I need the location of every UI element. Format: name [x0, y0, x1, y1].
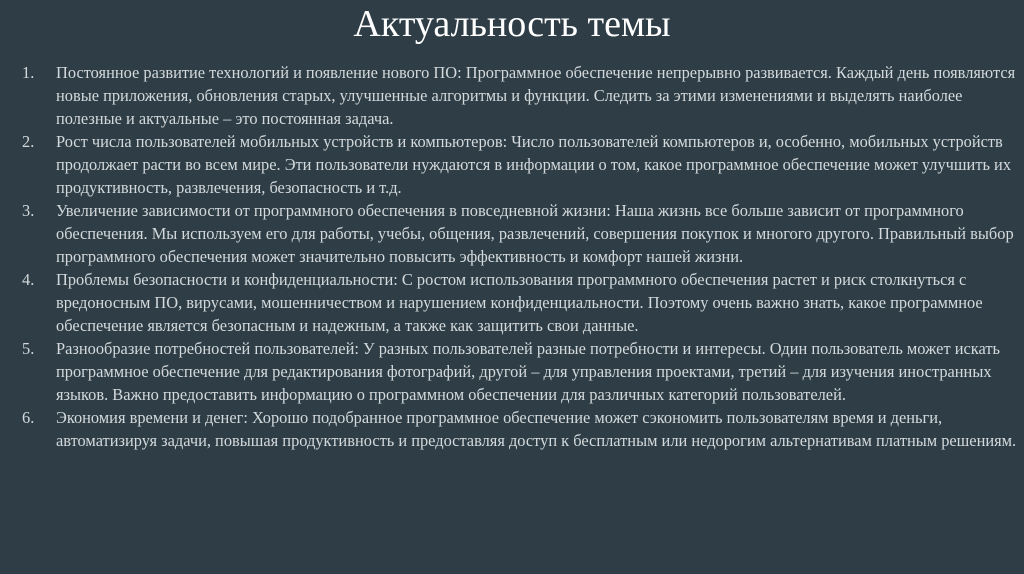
list-item: [22, 406, 1018, 452]
list-item-text: Рост числа пользователей мобильных устройств и компьютеров: Число пользователей компьютеров и, особенно, мобильных устройств продолжает расти во всем мире. Эти пользователи нуждаются в информации о том, какое программное обеспечение может улучшить их продуктивность, развлечения, безопасность и т.д.: [56, 132, 1012, 197]
list-item-text: Увеличение зависимости от программного обеспечения в повседневной жизни: Наша жизнь все больше зависит от программного обеспечения. Мы используем его для работы, учебы, общения, развлечений, совершения покупок и многого другого. Правильный выбор программного обеспечения может значительно повысить эффективность и комфорт нашей жизни.: [56, 201, 1014, 266]
list-item-number: 5.: [22, 339, 35, 358]
topic-list: [22, 61, 1018, 452]
list-item: [22, 199, 1018, 268]
list-item-number: 4.: [22, 270, 35, 289]
slide-title: Актуальность темы: [353, 3, 671, 45]
list-item-number: 1.: [22, 63, 35, 82]
list-item-text: Проблемы безопасности и конфиденциальности: С ростом использования программного обеспечения растет и риск столкнуться с вредоносным ПО, вирусами, мошенничеством и нарушением конфиденциальности. Поэтому очень важно знать, какое программное обеспечение является безопасным и надежным, а также как защитить свои данные.: [56, 270, 983, 335]
list-item-text: Разнообразие потребностей пользователей: У разных пользователей разные потребности и интересы. Один пользователь может искать программное обеспечение для редактирования фотографий, другой – для управления проектами, третий – для изучения иностранных языков. Важно предоставить информацию о программном обеспечении для различных категорий пользователей.: [56, 339, 1000, 404]
list-item-text: Экономия времени и денег: Хорошо подобранное программное обеспечение может сэкономить пользователям время и деньги, автоматизируя задачи, повышая продуктивность и предоставляя доступ к бесплатным или недорогим альтернативам платным решениям.: [56, 408, 1017, 450]
list-item-number: 6.: [22, 408, 35, 427]
list-item-number: 3.: [22, 201, 35, 220]
list-item-text: Постоянное развитие технологий и появление нового ПО: Программное обеспечение непрерывно развивается. Каждый день появляются новые приложения, обновления старых, улучшенные алгоритмы и функции. Следить за этими изменениями и выделять наиболее полезные и актуальные – это постоянная задача.: [56, 63, 1016, 128]
list-item: [22, 268, 1018, 337]
list-item-number: 2.: [22, 132, 35, 151]
list-item: [22, 130, 1018, 199]
list-item: [22, 337, 1018, 406]
list-item: [22, 61, 1018, 130]
